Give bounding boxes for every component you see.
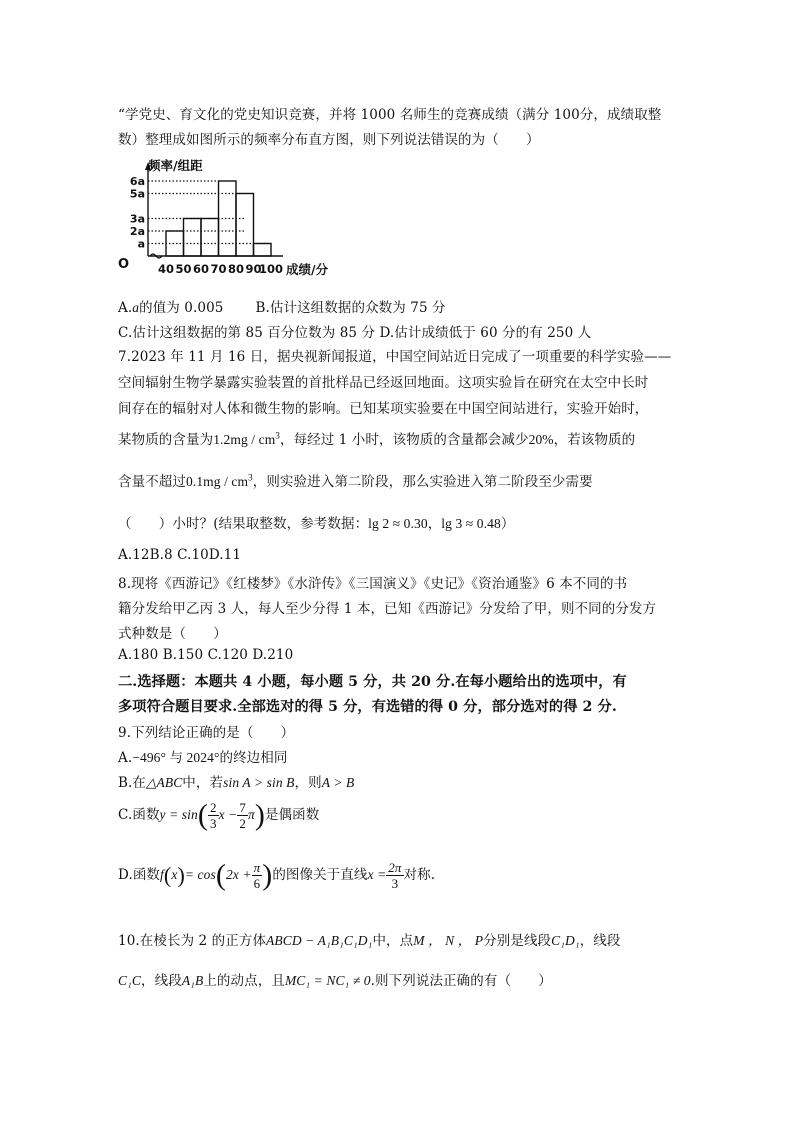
q9-option-b-result: A > B xyxy=(321,775,355,790)
q7-ref-lg3: lg 3 ≈ 0.48 xyxy=(441,516,501,531)
q6-option-b: B.估计这组数据的众数为 75 分 xyxy=(255,300,446,316)
q9-option-d-func-name: f xyxy=(160,867,164,882)
q8-line2: 籍分发给甲乙丙 3 人，每人至少分得 1 本，已知《西游记》分发给了甲，则不同的分发方 xyxy=(118,601,657,617)
q9-option-c-fraction-1: $\frac{2}{3}$ xyxy=(209,800,217,831)
q7-line5: 含量不超过$0.1mg / cm^3$，则实验进入第二阶段，那么实验进入第二阶段至少需要 xyxy=(118,472,593,490)
q9-option-d-arg: x xyxy=(171,867,178,882)
x-tick-label: 40 xyxy=(157,262,175,276)
q8-line1: 8.现将《西游记》《红楼梦》《水浒传》《三国演义》《史记》《资治通鉴》6 本不同的书 xyxy=(118,576,628,592)
q7-line6-text-a: （ ）小时？(结果取整数，参考数据： xyxy=(118,516,369,532)
x-tick-label: 80 xyxy=(227,262,245,276)
x-tick-label: 60 xyxy=(192,262,210,276)
q7-line5-text-b: ，则实验进入第二阶段，那么实验进入第二阶段至少需要 xyxy=(252,474,593,490)
q9-option-b-condition: sin A > sin B xyxy=(223,775,295,790)
histogram-x-label: 成绩/分 xyxy=(286,262,329,277)
q9-option-a-angles: −496° 与 2024° xyxy=(132,750,220,765)
q10-segment-2: C₁C xyxy=(118,973,142,988)
histogram-bar xyxy=(254,244,272,257)
q10-line2-mid: ，线段 xyxy=(141,973,182,989)
q7-line3: 间存在的辐射对人体和微生物的影响。已知某项实验要在中国空间站进行，实验开始时， xyxy=(118,401,649,417)
q10-line1-prefix: 10.在棱长为 2 的正方体 xyxy=(118,933,267,949)
q9-option-d-prefix: D.函数 xyxy=(118,867,161,883)
q6-stem-line2: 数）整理成如图所示的频率分布直方图，则下列说法错误的为（ ） xyxy=(118,132,540,148)
q6-option-a-text: 的值为 0.005 xyxy=(139,300,224,316)
q9-option-b-prefix: B.在 xyxy=(118,775,147,791)
q6-option-row-2: C.估计这组数据的第 85 百分位数为 85 分 D.估计成绩低于 60 分的有 250 人 xyxy=(118,325,592,341)
q10-condition: MC₁ = NC₁ ≠ 0 xyxy=(284,973,371,988)
q6-option-a-prefix: A. xyxy=(118,300,133,316)
q7-options: A.12B.8 C.10D.11 xyxy=(118,547,242,563)
q9-stem: 9.下列结论正确的是（ ） xyxy=(118,725,295,741)
q9-option-d-mid: 的图像关于直线 xyxy=(272,867,368,883)
q7-line4-text-c: ，若该物质的 xyxy=(553,432,636,448)
q8-options: A.180 B.150 C.120 D.210 xyxy=(118,647,294,663)
q7-line5-text-a: 含量不超过 xyxy=(118,474,186,490)
q6-stem-line1: “学党史、育文化的党史知识竞赛，并将 1000 名师生的竞赛成绩（满分 100分，成绩取整 xyxy=(118,107,662,123)
histogram-bar xyxy=(184,219,202,257)
q9-option-d-inner: 2x + xyxy=(225,867,252,882)
q9-option-c-pi: π xyxy=(247,807,255,822)
q7-line2: 空间辐射生物学暴露实验装置的首批样品已经返回地面。这项实验旨在研究在太空中长时 xyxy=(118,375,649,391)
q9-option-b-triangle: △ABC xyxy=(146,775,183,790)
x-tick-label: 50 xyxy=(175,262,192,276)
x-tick-label: 90 xyxy=(245,262,262,276)
q7-initial-content: 1.2mg / cm xyxy=(213,432,276,447)
histogram-bars xyxy=(166,181,271,256)
q9-option-a-text: 的终边相同 xyxy=(219,750,288,766)
q10-segment-3: A₁B xyxy=(181,973,204,988)
q7-line4-text-b: ，每经过 1 小时，该物质的含量都会减少 xyxy=(279,432,529,448)
q7-line4-text-a: 某物质的含量为 xyxy=(118,432,214,448)
histogram-y-ticks xyxy=(130,175,145,251)
histogram-origin-label: O xyxy=(118,257,130,272)
q7-line6 xyxy=(118,512,514,532)
q9-option-c-func: y = sin xyxy=(159,807,198,822)
q9-option-a-prefix: A. xyxy=(118,750,133,766)
section2-heading-line2: 多项符合题目要求.全部选对的得 5 分，有选错的得 0 分，部分选对的得 2 分. xyxy=(118,699,617,715)
q9-option-d-text: 对称. xyxy=(403,867,436,883)
q10-line1-mid: 中，点 xyxy=(372,933,414,949)
q10-cube: ABCD − A₁B₁C₁D₁ xyxy=(266,933,373,948)
q9-option-c-x-minus: x − xyxy=(218,807,238,822)
q7-decay-percent: 20% xyxy=(528,432,554,447)
y-tick-label: 5a xyxy=(129,187,145,201)
q9-option-c-prefix: C.函数 xyxy=(118,807,160,823)
q9-option-c: C.函数y = sin( $\frac{2}{3}$ x − $\frac{7}{2}$ π)是偶函数 xyxy=(118,798,320,832)
x-tick-label: 70 xyxy=(210,262,227,276)
q10-line1-post: ，线段 xyxy=(579,933,621,949)
q7-ref-separator: ， xyxy=(427,516,442,532)
q9-option-d-fraction-2: $\frac{2\pi}{3}$ xyxy=(388,860,402,891)
q10-line1-mid2: 分别是线段 xyxy=(483,933,552,949)
q10-line1 xyxy=(118,929,621,949)
q7-ref-lg2: lg 2 ≈ 0.30 xyxy=(368,516,428,531)
q7-threshold-content: 0.1mg / cm xyxy=(186,474,249,489)
y-tick-label: 3a xyxy=(129,212,145,226)
x-tick-label: 100 xyxy=(258,262,284,276)
q9-option-d-cos: = cos xyxy=(184,867,216,882)
q10-line2 xyxy=(118,969,552,989)
q10-line2-post: .则下列说法正确的有（ ） xyxy=(370,973,552,989)
q9-option-d: D.函数f(x)= cos(2x + $\frac{\pi}{6}$ )的图像关于直线x = $\frac{2\pi}{3}$ 对称. xyxy=(118,858,436,892)
y-tick-label: 6a xyxy=(129,175,145,188)
y-tick-label: a xyxy=(137,237,145,251)
y-tick-label: 2a xyxy=(129,225,145,238)
q7-line6-close: ） xyxy=(500,516,515,532)
section2-heading-line1: 二.选择题：本题共 4 小题，每小题 5 分，共 20 分.在每小题给出的选项中，有 xyxy=(118,674,627,690)
q9-option-b-then: ，则 xyxy=(294,775,322,791)
q7-line4: 某物质的含量为$1.2mg / cm^3$，每经过 1 小时，该物质的含量都会减少20%，若该物质的 xyxy=(118,430,636,448)
q9-option-d-fraction-1: $\frac{\pi}{6}$ xyxy=(253,860,261,891)
q9-option-a xyxy=(118,746,287,766)
histogram-bar xyxy=(201,219,219,257)
q9-option-c-text: 是偶函数 xyxy=(264,807,320,823)
q9-option-b-mid: 中，若 xyxy=(182,775,224,791)
q10-segment-1: C₁D₁ xyxy=(551,933,580,948)
q10-line2-mid2: 上的动点，且 xyxy=(203,973,285,989)
histogram-bar xyxy=(236,194,254,257)
q9-option-d-line: x = xyxy=(367,867,387,882)
histogram-x-ticks xyxy=(158,262,283,276)
q10-points: M ， N ， P xyxy=(413,933,484,948)
q9-option-b xyxy=(118,771,354,791)
q6-option-a-var: a xyxy=(132,300,140,315)
q9-option-c-fraction-2: $\frac{7}{2}$ xyxy=(239,800,246,831)
q8-line3: 式种数是（ ） xyxy=(118,626,227,642)
frequency-histogram xyxy=(118,158,358,283)
histogram-y-label: 频率/组距 xyxy=(148,158,203,173)
q7-line1: 7.2023 年 11 月 16 日，据央视新闻报道，中国空间站近日完成了一项重要的科学实验—— xyxy=(118,349,672,365)
q6-option-row-1 xyxy=(118,296,446,316)
